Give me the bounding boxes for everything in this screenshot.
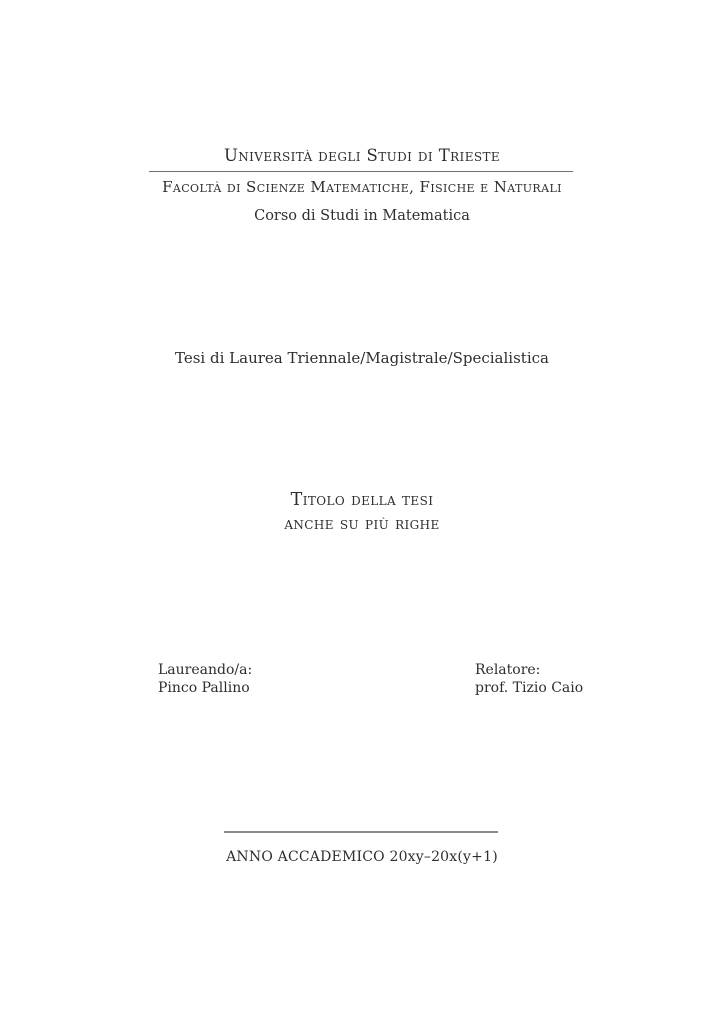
course-of-study: Corso di Studi in Matematica (254, 208, 470, 224)
candidate-block (158, 662, 252, 697)
candidate-label: Laureando/a: (158, 662, 253, 678)
advisor-label: Relatore: (475, 662, 541, 678)
header-divider-rule (149, 171, 573, 172)
thesis-title-line1: Titolo della tesi (290, 490, 434, 510)
advisor-block (475, 662, 583, 697)
thesis-type-line: Tesi di Laurea Triennale/Magistrale/Specialistica (175, 349, 549, 367)
thesis-title (0, 488, 724, 536)
advisor-name: prof. Tizio Caio (475, 679, 584, 696)
university-name: Università degli Studi di Trieste (223, 146, 501, 165)
thesis-title-line2: anche su più righe (284, 514, 440, 534)
footer-divider-rule (224, 831, 498, 833)
faculty-name: Facoltà di Scienze Matematiche, Fisiche e Naturali (162, 178, 562, 196)
academic-year: ANNO ACCADEMICO 20xy–20x(y+1) (226, 849, 498, 865)
candidate-name: Pinco Pallino (158, 679, 250, 696)
